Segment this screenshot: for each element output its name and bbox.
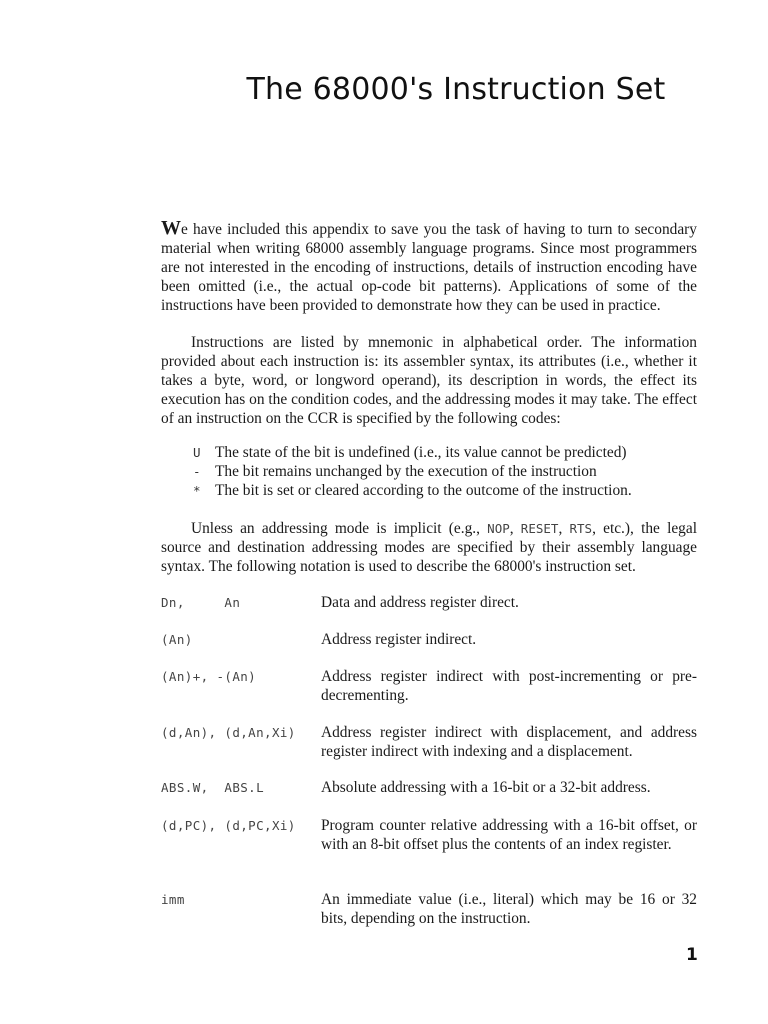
ccr-code-description: The bit is set or cleared according to the outcome of the instruction.	[215, 482, 632, 499]
notation-row	[161, 890, 701, 928]
addressing-paragraph	[161, 519, 697, 576]
ccr-code-list	[193, 443, 713, 500]
notation-term: (d,An), (d,An,Xi)	[161, 725, 296, 740]
notation-row	[161, 816, 701, 854]
notation-term: ABS.W, ABS.L	[161, 780, 265, 795]
intro-paragraph-2: Instructions are listed by mnemonic in alphabetical order. The information provided about each instruction is: its assembler syntax, its attributes (i.e., whether it takes a byte, word, or longword operand), its description in words, the effect its execution has on the condition codes, and the addressing modes it may take. The effect of an instruction on the CCR is specified by the following codes:	[161, 334, 697, 427]
notation-description: Absolute addressing with a 16-bit or a 32-bit address.	[321, 779, 651, 796]
notation-description: An immediate value (i.e., literal) which may be 16 or 32 bits, depending on the instruction.	[321, 891, 697, 927]
drop-cap-initial: W	[161, 217, 181, 239]
notation-term: (d,PC), (d,PC,Xi)	[161, 818, 296, 833]
notation-row	[161, 723, 701, 761]
notation-description: Address register indirect with post-incrementing or pre-decrementing.	[321, 668, 697, 704]
notation-row	[161, 667, 701, 705]
notation-row	[161, 593, 701, 612]
notation-description: Address register indirect with displacement, and address register indirect with indexing and a displacement.	[321, 724, 697, 760]
ccr-code-item	[193, 443, 713, 462]
page-number: 1	[686, 945, 698, 965]
addressing-text-end: , etc.), the legal source and destination addressing modes are specified by their assembly language syntax. The following notation is used to describe the 68000's instruction set.	[161, 520, 697, 575]
notation-description: Program counter relative addressing with a 16-bit offset, or with an 8-bit offset plus the contents of an index register.	[321, 817, 697, 853]
ccr-code-description: The bit remains unchanged by the execution of the instruction	[215, 463, 597, 480]
separator: ,	[558, 520, 570, 537]
page-title: The 68000's Instruction Set	[246, 72, 666, 107]
addressing-text-start: Unless an addressing mode is implicit (e.g.,	[191, 520, 488, 537]
ccr-code-description: The state of the bit is undefined (i.e., its value cannot be predicted)	[215, 444, 627, 461]
code-reset: RESET	[520, 521, 559, 536]
notation-row	[161, 630, 701, 649]
code-nop: NOP	[487, 521, 510, 536]
notation-description: Address register indirect.	[321, 631, 477, 648]
ccr-code-item	[193, 481, 713, 500]
notation-term: (An)	[161, 632, 193, 647]
ccr-code-symbol: -	[193, 464, 201, 479]
notation-term: imm	[161, 892, 185, 907]
separator: ,	[509, 520, 521, 537]
intro-paragraph-1-text: e have included this appendix to save you the task of having to turn to secondary material when writing 68000 assembly language programs. Since most programmers are not interested in the encoding of instructions, details of instruction encoding have been omitted (i.e., the actual op-code bit patterns). Applications of some of the instructions have been provided to demonstrate how they can be used in practice.	[161, 221, 697, 314]
notation-row	[161, 778, 701, 797]
ccr-code-item	[193, 462, 713, 481]
code-rts: RTS	[569, 521, 593, 536]
intro-paragraph-1	[161, 219, 697, 315]
notation-term: (An)+, -(An)	[161, 669, 257, 684]
notation-term: Dn, An	[161, 595, 241, 610]
ccr-code-symbol: *	[193, 483, 201, 498]
ccr-code-symbol: U	[193, 445, 201, 460]
notation-description: Data and address register direct.	[321, 594, 519, 611]
